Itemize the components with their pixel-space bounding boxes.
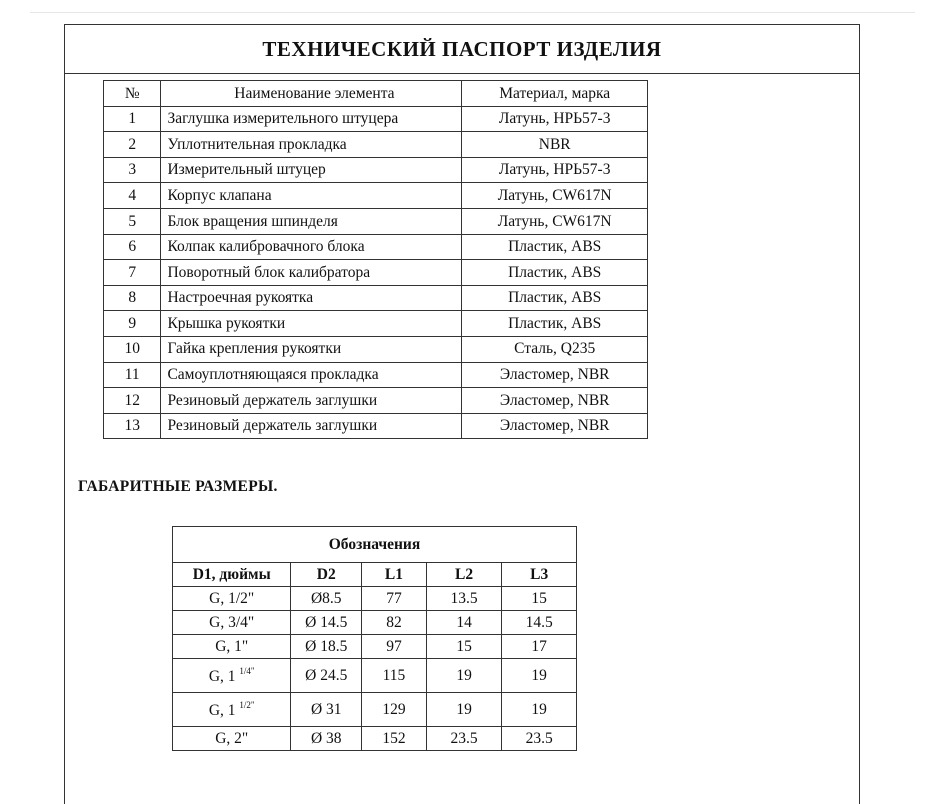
header-l1: L1	[362, 563, 427, 587]
table-row	[173, 693, 577, 727]
cell-l3: 15	[502, 587, 577, 611]
cell-d1	[173, 727, 291, 751]
row-name: Заглушка измерительного штуцера	[161, 106, 462, 132]
row-name: Гайка крепления рукоятки	[161, 336, 462, 362]
row-name: Резиновый держатель заглушки	[161, 388, 462, 414]
header-l2: L2	[426, 563, 502, 587]
dimensions-header	[173, 563, 577, 587]
cell-d1-text: G, 3/4"	[209, 613, 255, 631]
row-num: 8	[104, 285, 161, 311]
top-divider	[30, 12, 915, 13]
cell-l1: 97	[362, 635, 427, 659]
row-num: 1	[104, 106, 161, 132]
row-name: Уплотнительная прокладка	[161, 132, 462, 158]
cell-l1: 129	[362, 693, 427, 727]
parts-table	[103, 80, 648, 439]
cell-l2: 13.5	[426, 587, 502, 611]
row-material: Эластомер, NBR	[462, 362, 648, 388]
row-material: Сталь, Q235	[462, 336, 648, 362]
table-row	[104, 362, 648, 388]
row-material: Пластик, ABS	[462, 234, 648, 260]
cell-l3: 14.5	[502, 611, 577, 635]
cell-d1	[173, 587, 291, 611]
row-name: Поворотный блок калибратора	[161, 260, 462, 286]
section-title-dimensions: ГАБАРИТНЫЕ РАЗМЕРЫ.	[78, 478, 278, 495]
cell-d1	[173, 635, 291, 659]
cell-l1: 77	[362, 587, 427, 611]
row-material: NBR	[462, 132, 648, 158]
table-row	[173, 727, 577, 751]
table-row	[104, 285, 648, 311]
row-material: Латунь, HPЬ57-3	[462, 157, 648, 183]
cell-d2: Ø 14.5	[291, 611, 362, 635]
cell-l3: 23.5	[502, 727, 577, 751]
header-d2: D2	[291, 563, 362, 587]
row-material: Латунь, CW617N	[462, 208, 648, 234]
cell-d2: Ø8.5	[291, 587, 362, 611]
table-row	[104, 336, 648, 362]
row-name: Крышка рукоятки	[161, 311, 462, 337]
row-name: Самоуплотняющаяся прокладка	[161, 362, 462, 388]
row-name: Колпак калибровачного блока	[161, 234, 462, 260]
cell-l2: 14	[426, 611, 502, 635]
row-num: 6	[104, 234, 161, 260]
cell-d1-text: G, 2"	[215, 729, 249, 747]
table-row	[104, 234, 648, 260]
row-num: 5	[104, 208, 161, 234]
cell-d1	[173, 693, 291, 727]
row-name: Измерительный штуцер	[161, 157, 462, 183]
cell-l2: 19	[426, 659, 502, 693]
dimensions-caption: Обозначения	[173, 527, 577, 563]
cell-d2: Ø 18.5	[291, 635, 362, 659]
cell-d2: Ø 31	[291, 693, 362, 727]
row-material: Эластомер, NBR	[462, 413, 648, 439]
cell-l3: 19	[502, 693, 577, 727]
row-material: Латунь, CW617N	[462, 183, 648, 209]
table-row	[104, 388, 648, 414]
table-row	[104, 208, 648, 234]
cell-l2: 19	[426, 693, 502, 727]
table-row	[104, 413, 648, 439]
header-name: Наименование элемента	[161, 81, 462, 107]
cell-d1-text: G, 1	[208, 701, 236, 719]
cell-l2: 15	[426, 635, 502, 659]
table-row	[104, 183, 648, 209]
row-num: 4	[104, 183, 161, 209]
table-row	[104, 157, 648, 183]
row-material: Эластомер, NBR	[462, 388, 648, 414]
parts-table-body	[104, 106, 648, 439]
cell-d2: Ø 38	[291, 727, 362, 751]
row-material: Пластик, ABS	[462, 311, 648, 337]
row-num: 3	[104, 157, 161, 183]
cell-d1-fraction: 1/2"	[239, 699, 255, 710]
cell-d1-fraction: 1/4"	[239, 665, 255, 676]
row-num: 11	[104, 362, 161, 388]
cell-d1	[173, 659, 291, 693]
table-row	[104, 106, 648, 132]
row-name: Блок вращения шпинделя	[161, 208, 462, 234]
header-material: Материал, марка	[462, 81, 648, 107]
document-title: ТЕХНИЧЕСКИЙ ПАСПОРТ ИЗДЕЛИЯ	[64, 24, 860, 74]
cell-d1-text: G, 1	[208, 667, 236, 685]
row-name: Настроечная рукоятка	[161, 285, 462, 311]
row-num: 10	[104, 336, 161, 362]
table-row	[173, 611, 577, 635]
cell-d2: Ø 24.5	[291, 659, 362, 693]
row-num: 9	[104, 311, 161, 337]
table-row	[173, 635, 577, 659]
row-num: 13	[104, 413, 161, 439]
dimensions-table	[172, 526, 577, 751]
table-row	[104, 132, 648, 158]
row-num: 7	[104, 260, 161, 286]
cell-d1-text: G, 1/2"	[209, 589, 255, 607]
cell-l3: 19	[502, 659, 577, 693]
row-material: Латунь, HPЬ57-3	[462, 106, 648, 132]
table-row	[104, 260, 648, 286]
header-d1: D1, дюймы	[173, 563, 291, 587]
row-num: 12	[104, 388, 161, 414]
cell-l2: 23.5	[426, 727, 502, 751]
cell-d1-text: G, 1"	[215, 637, 249, 655]
parts-table-header	[104, 81, 648, 107]
row-material: Пластик, ABS	[462, 260, 648, 286]
dimensions-table-body	[173, 587, 577, 751]
table-row	[173, 659, 577, 693]
cell-l1: 115	[362, 659, 427, 693]
table-row	[173, 587, 577, 611]
cell-d1	[173, 611, 291, 635]
row-name: Резиновый держатель заглушки	[161, 413, 462, 439]
header-num: №	[104, 81, 161, 107]
cell-l3: 17	[502, 635, 577, 659]
cell-l1: 152	[362, 727, 427, 751]
row-material: Пластик, ABS	[462, 285, 648, 311]
row-name: Корпус клапана	[161, 183, 462, 209]
row-num: 2	[104, 132, 161, 158]
cell-l1: 82	[362, 611, 427, 635]
table-row	[104, 311, 648, 337]
header-l3: L3	[502, 563, 577, 587]
